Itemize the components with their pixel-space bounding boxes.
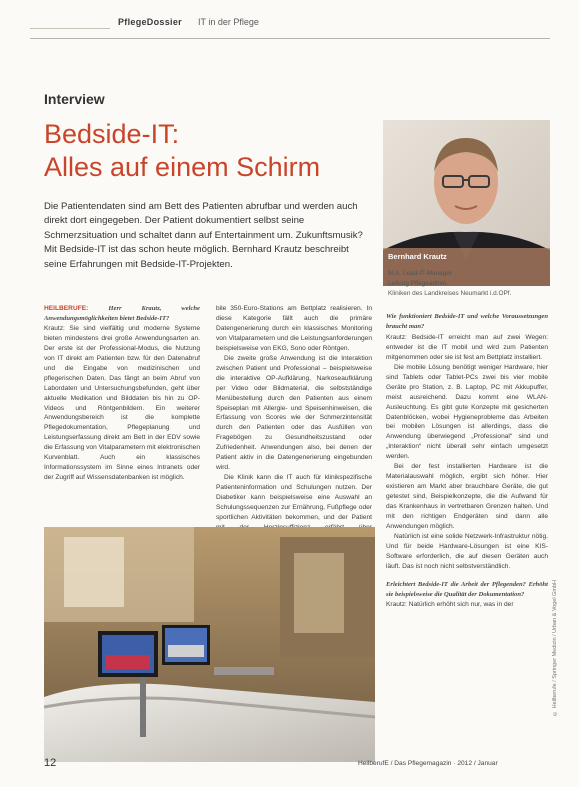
col3-paragraph-1: Krautz: Bedside-IT erreicht man auf zwei Wegen: entweder ist die IT mobil und wird zum Patienten mitgenommen oder sie ist fest am Bettplatz installiert. — [386, 333, 548, 361]
portrait-title-1: M.A. Lead-IT-Manager — [388, 270, 452, 277]
portrait-illustration — [383, 120, 550, 286]
column-3 — [386, 312, 548, 762]
question-3: Erleichtert Bedside-IT die Arbeit der Pflegenden? Erhöht sie beispielsweise die Qualität der Dokumentation? — [386, 580, 548, 598]
title-line-1: Bedside-IT: — [44, 119, 180, 149]
page-header — [30, 12, 550, 39]
col3-paragraph-4: Natürlich ist eine solide Netzwerk-Infrastruktur nötig. Und für beide Hardware-Lösungen ist eine KIS-Software erforderlich, die auf diesen Geräten auch läuft. Das ist noch nicht selbstverständlich. — [386, 532, 548, 570]
col3-paragraph-5: Krautz: Natürlich erhöht sich nur, was in der — [386, 600, 514, 608]
col3-paragraph-3: Bei der fest installierten Hardware ist die Materialauswahl möglich, ergibt sich höher. Hier existieren am Markt aber brauchbare Geräte, die gut getestet sind, Beispielkonzepte, die die Aufwand für das Krankenhaus in vertretbaren Grenzen halten. Und mit den richtigen Endgeräten sind dann alle Anwendungen möglich. — [386, 463, 548, 531]
hospital-room-photo — [44, 527, 375, 762]
title-line-2: Alles auf einem Schirm — [44, 152, 321, 182]
question-2: Wie funktioniert Bedside-IT und welche Voraussetzungen braucht man? — [386, 313, 548, 330]
portrait-photo — [383, 120, 550, 286]
article-title — [44, 118, 320, 184]
photo-credit: © Heilberufe / Springer Medizin / Urban & Vogel GmbH — [552, 580, 558, 716]
footer-source: HeilberufE / Das Pflegemagazin · 2012 / Januar — [358, 760, 498, 767]
portrait-name: Bernhard Krautz — [388, 252, 447, 261]
section-label: IT in der Pflege — [198, 17, 259, 27]
portrait-title-2: Leitung Pflegeadmin. — [388, 280, 449, 287]
article-kicker: Interview — [44, 91, 105, 107]
portrait-title-3: Kliniken des Landkreises Neumarkt i.d.OPf. — [388, 290, 512, 297]
column-1 — [44, 304, 200, 524]
question-1: Herr Krautz, welche Anwendungsmöglichkeiten bietet Bedside-IT? — [44, 305, 200, 322]
answer-1: Krautz: Sie sind vielfältig und moderne Systeme bieten mindestens drei große Anwendungsarten an. Der erste ist der Professional-Modus, die Nutzung von IT direkt am Patienten bzw. für den Datenabruf und die Eingabe von medizinischen und pflegerischen Daten. Das fängt an beim Abruf von Labordaten und Untersuchungsbefunden, geht über aktuelle Medikation und Bilddaten bis hin zu OP-Videos und Röntgenbildern. Ein weiterer Anwendungsbereich ist die komplette Pflegedokumentation, Pflegeplanung und Leistungserfassung direkt am Bett in der EDV sowie die Erfassung von Vitalparametern mit elektronischen Kurvenblatt. Auch ein klassisches Informationssystem im Sinne eines Intranets oder der Zugriff auf Wissensdatenbanken ist möglich. — [44, 324, 200, 482]
hospital-room-illustration — [44, 527, 375, 762]
page-number: 12 — [44, 757, 57, 769]
article-lead: Die Patientendaten sind am Bett des Patienten abrufbar und werden auch direkt dort eingegeben. Der Patient dokumentiert selbst seine Schmerzsituation und schaltet dann auf Entertainment um. Zukunftsmusik? Mit Bedside-IT ist das schon heute möglich. Bernhard Krautz beschreibt seine Erfahrungen mit Bedside-IT-Projekten. — [44, 201, 363, 270]
col2-paragraph-3: Die Klinik kann die IT auch für klinikspezifische Patienteninformation und Schulungen nutzen. Der Diabetiker kann beispielsweise eine Auswahl an Schulungssequenzen zur Ernährung, Fußpflege oder sportlichen Aktivitäten bekommen, und der Patient — [216, 474, 372, 522]
col2-paragraph-1: bile 350-Euro-Stations am Bettplatz realisieren. In diese Kategorie fällt auch die primäre Datengenerierung durch ein klassisches Monitoring von Vitalparametern und die Leistungsanforderungen beispielsweise von EKG, Sono oder Röntgen. — [216, 305, 372, 352]
col2-paragraph-2: Die zweite große Anwendung ist die Interaktion zwischen Patient und Professional – beispielsweise die interaktive OP-Aufklärung, Narkoseaufklärung per Video oder Bildmaterial, die selbstständige Menübestellung durch den Patienten aus einem Speiseplan mit Allergie- und Speisenhinweisen, die Erfassung von Scores wie der Schmerzintensität durch den Patienten oder das Ausfüllen von Fragebögen zu Gesundheitszustand oder Zufriedenheit. Anwendungen also, bei denen der Patient aktiv in die Datengenerierung eingebunden wird. — [216, 354, 372, 472]
header-rule — [30, 28, 110, 29]
magazine-section-brand: PflegeDossier — [118, 17, 182, 27]
interviewer-label: HEILBERUFE: — [44, 305, 89, 312]
col3-paragraph-2: Die mobile Lösung benötigt weniger Hardware, hier sind Tablets oder Tablet-PCs zwei bis vier mobile Geräte pro Station, z. B. Laptop, PC mit Akkupuffer, meist ausreichend. Dazu kommt eine WLAN-Ausleuchtung. Es gibt gute Konzepte mit gesicherten Datenblöcken, wobei Hygieneprobleme das Arbeiten bei mobilen Lösungen ist allerdings, dass die Anwendung überwiegend „Professional“ sind und „Interaktion“ nicht überall sehr einfach umgesetzt werden. — [386, 363, 548, 461]
